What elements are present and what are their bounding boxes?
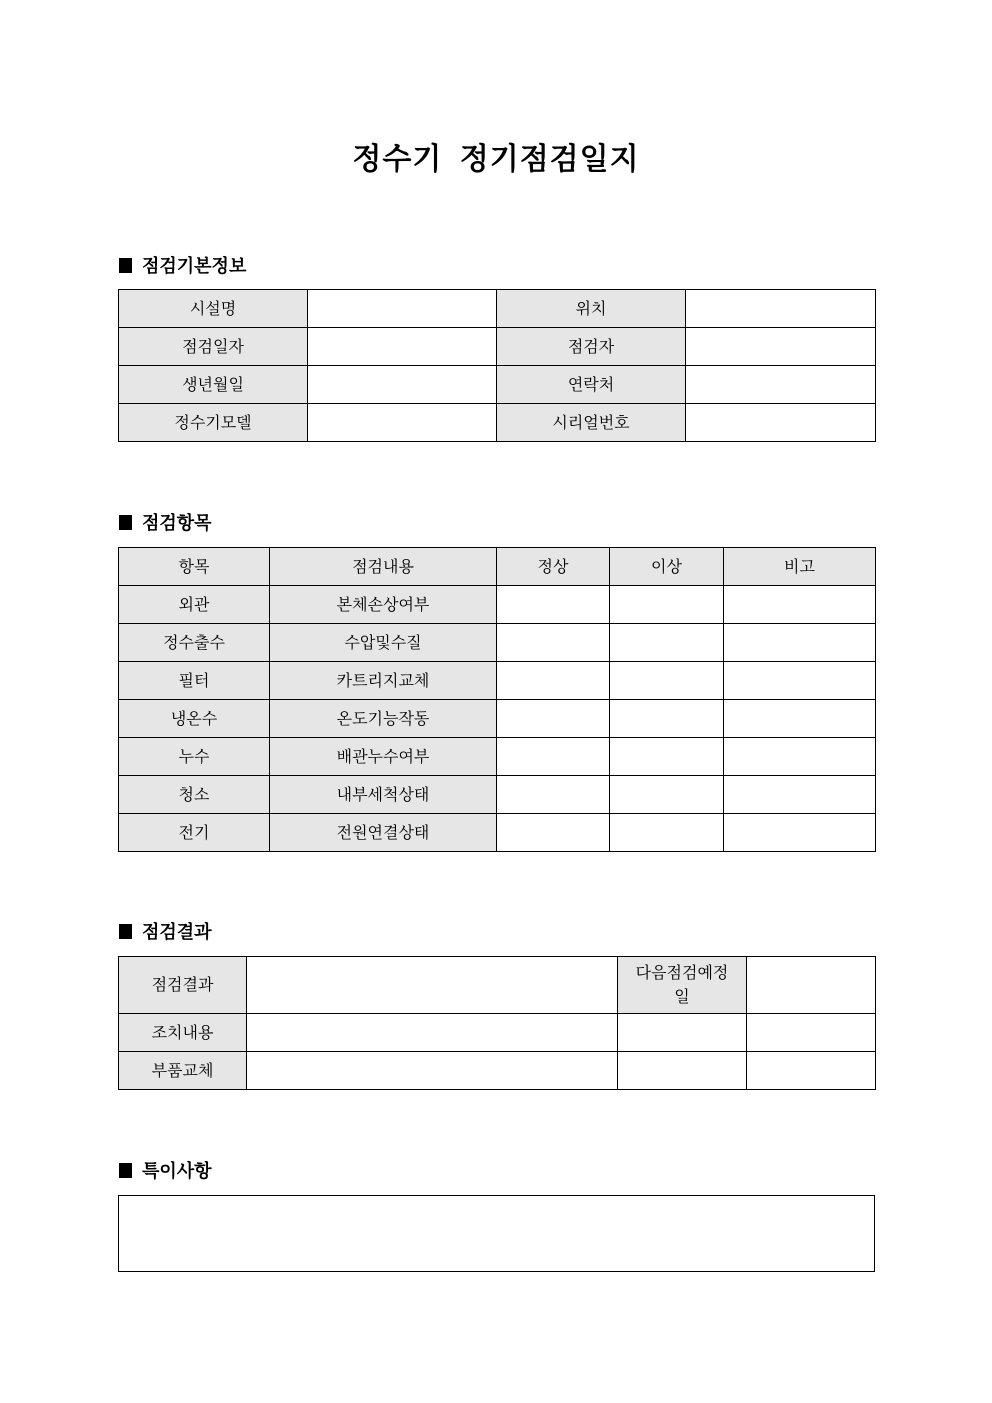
remarks-cell[interactable] <box>724 776 876 814</box>
header-content: 점검내용 <box>270 548 497 586</box>
section-heading-items <box>119 510 212 534</box>
item-content: 수압및수질 <box>270 624 497 662</box>
table-row <box>119 404 876 442</box>
table-row <box>119 776 876 814</box>
normal-cell[interactable] <box>497 814 610 852</box>
normal-cell[interactable] <box>497 738 610 776</box>
section-title: 점검결과 <box>142 922 212 943</box>
square-bullet-icon <box>119 258 132 273</box>
serial-number-field[interactable] <box>686 404 876 442</box>
item-name: 전기 <box>119 814 270 852</box>
item-content: 전원연결상태 <box>270 814 497 852</box>
basic-info-table <box>118 289 876 442</box>
table-row <box>119 366 876 404</box>
item-content: 본체손상여부 <box>270 586 497 624</box>
action-extra-cell-2[interactable] <box>747 1014 876 1052</box>
inspection-items-table <box>118 547 876 852</box>
contact-label: 연락처 <box>497 366 686 404</box>
normal-cell[interactable] <box>497 776 610 814</box>
header-item: 항목 <box>119 548 270 586</box>
section-title: 특이사항 <box>142 1161 212 1182</box>
remarks-cell[interactable] <box>724 624 876 662</box>
table-row <box>119 1014 876 1052</box>
section-title: 점검기본정보 <box>142 256 247 277</box>
remarks-cell[interactable] <box>724 662 876 700</box>
serial-number-label: 시리얼번호 <box>497 404 686 442</box>
inspector-field[interactable] <box>686 328 876 366</box>
section-title: 점검항목 <box>142 513 212 534</box>
normal-cell[interactable] <box>497 586 610 624</box>
table-row <box>119 624 876 662</box>
remarks-cell[interactable] <box>724 738 876 776</box>
table-row <box>119 700 876 738</box>
parts-replacement-label: 부품교체 <box>119 1052 247 1090</box>
item-content: 배관누수여부 <box>270 738 497 776</box>
action-label: 조치내용 <box>119 1014 247 1052</box>
abnormal-cell[interactable] <box>610 586 724 624</box>
notes-field[interactable] <box>118 1195 875 1272</box>
item-content: 온도기능작동 <box>270 700 497 738</box>
contact-field[interactable] <box>686 366 876 404</box>
remarks-cell[interactable] <box>724 586 876 624</box>
item-name: 외관 <box>119 586 270 624</box>
abnormal-cell[interactable] <box>610 814 724 852</box>
abnormal-cell[interactable] <box>610 662 724 700</box>
table-row <box>119 290 876 328</box>
inspection-date-label: 점검일자 <box>119 328 308 366</box>
remarks-cell[interactable] <box>724 700 876 738</box>
parts-extra-cell-2[interactable] <box>747 1052 876 1090</box>
header-abnormal: 이상 <box>610 548 724 586</box>
abnormal-cell[interactable] <box>610 738 724 776</box>
item-name: 냉온수 <box>119 700 270 738</box>
table-row <box>119 814 876 852</box>
parts-extra-cell[interactable] <box>618 1052 747 1090</box>
table-row <box>119 586 876 624</box>
section-heading-basic-info <box>119 253 246 277</box>
square-bullet-icon <box>119 515 132 530</box>
abnormal-cell[interactable] <box>610 624 724 662</box>
item-content: 카트리지교체 <box>270 662 497 700</box>
page-title: 정수기 정기점검일지 <box>352 142 640 177</box>
square-bullet-icon <box>119 1163 132 1178</box>
result-field[interactable] <box>247 957 618 1014</box>
header-remarks: 비고 <box>724 548 876 586</box>
location-field[interactable] <box>686 290 876 328</box>
action-extra-cell[interactable] <box>618 1014 747 1052</box>
item-name: 청소 <box>119 776 270 814</box>
section-heading-results <box>119 919 212 943</box>
next-inspection-field[interactable] <box>747 957 876 1014</box>
item-name: 정수출수 <box>119 624 270 662</box>
table-row <box>119 1052 876 1090</box>
results-table <box>118 956 876 1090</box>
birthdate-field[interactable] <box>308 366 497 404</box>
parts-replacement-field[interactable] <box>247 1052 618 1090</box>
facility-name-label: 시설명 <box>119 290 308 328</box>
table-header-row <box>119 548 876 586</box>
model-field[interactable] <box>308 404 497 442</box>
normal-cell[interactable] <box>497 700 610 738</box>
square-bullet-icon <box>119 924 132 939</box>
location-label: 위치 <box>497 290 686 328</box>
table-row <box>119 957 876 1014</box>
header-normal: 정상 <box>497 548 610 586</box>
table-row <box>119 662 876 700</box>
item-content: 내부세척상태 <box>270 776 497 814</box>
result-label: 점검결과 <box>119 957 247 1014</box>
abnormal-cell[interactable] <box>610 700 724 738</box>
table-row <box>119 328 876 366</box>
item-name: 누수 <box>119 738 270 776</box>
item-name: 필터 <box>119 662 270 700</box>
abnormal-cell[interactable] <box>610 776 724 814</box>
birthdate-label: 생년월일 <box>119 366 308 404</box>
inspector-label: 점검자 <box>497 328 686 366</box>
model-label: 정수기모델 <box>119 404 308 442</box>
inspection-date-field[interactable] <box>308 328 497 366</box>
table-row <box>119 738 876 776</box>
action-field[interactable] <box>247 1014 618 1052</box>
facility-name-field[interactable] <box>308 290 497 328</box>
next-inspection-label: 다음점검예정일 <box>618 957 747 1014</box>
remarks-cell[interactable] <box>724 814 876 852</box>
normal-cell[interactable] <box>497 662 610 700</box>
normal-cell[interactable] <box>497 624 610 662</box>
section-heading-notes <box>119 1158 212 1182</box>
